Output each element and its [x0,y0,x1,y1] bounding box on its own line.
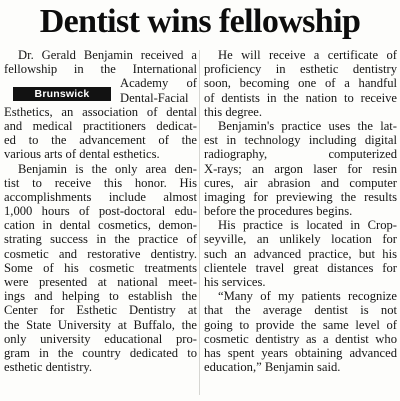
text-line: ings and helping to establish the [4,289,197,304]
text-line: Benjamin is the only area den- [18,161,197,176]
column-divider [199,50,200,395]
text-line: going to provide the same level of [204,317,397,332]
text-line: He will receive a certificate of [218,48,397,62]
text-line: has spent years obtaining advanced [204,345,397,360]
text-line: Esthetics, an association of dental [4,104,197,119]
text-line: His practice is located in Crop- [218,218,397,233]
text-line: esthetic dentistry. [4,360,93,375]
text-line: Dental-Facial [120,90,189,105]
text-line: radiography, computerized [204,147,397,162]
text-line: clientele travel great distances for [204,260,397,275]
text-line: X-rays; an argon laser for resin [204,161,397,176]
text-line: such an advanced practice, but his [204,246,397,261]
text-line: proficiency in esthetic dentistry [204,62,397,77]
headline: Dentist wins fellowship [39,3,361,40]
text-line: of dentists in the nation to receive [204,90,397,105]
text-line: only university educational pro- [4,331,197,346]
text-line: and medical practitioners dedicat- [4,118,197,133]
text-line: est in technology including digital [204,133,397,148]
text-line: accomplishments include almost [4,189,197,204]
text-line: gram in the country dedicated to [4,345,197,360]
text-line: ed to the advancement of the [4,133,197,148]
text-line: Academy of [120,76,197,91]
text-line: cosmetic dentistry as a dentist who [204,331,397,346]
text-line: 1,000 hours of post-doctoral edu- [4,204,197,219]
article-column-right [204,48,397,374]
text-line: “Many of my patients recognize [218,289,397,304]
text-line: seyville, an unlikely location for [204,232,397,247]
text-line: were presented at national meet- [4,275,197,289]
text-line: various arts of dental esthetics. [4,147,160,162]
text-line: education,” Benjamin said. [204,360,341,375]
text-line: fellowship in the International [4,62,197,77]
text-line: the State University at Buffalo, the [4,317,197,332]
text-line: cosmetic and restorative dentistry. [4,246,197,261]
text-line: this degree. [204,104,263,119]
dateline-badge: Brunswick [13,87,111,101]
text-line: before the procedures begins. [204,204,353,219]
text-line: Center for Esthetic Dentistry at [4,303,197,318]
text-line: strating success in the practice of [4,232,197,247]
text-line: cures, air abrasion and computer [204,175,397,190]
text-line: that the average dentist is not [204,303,397,318]
text-line: cation in dental cosmetics, demon- [4,218,197,233]
text-line: his services. [204,275,266,289]
text-line: tist to receive this honor. His [4,175,197,190]
text-line: Dr. Gerald Benjamin received a [18,48,197,62]
text-line: Benjamin's practice uses the lat- [218,118,397,133]
text-line: soon, becoming one of a handful [204,76,397,91]
text-line: imaging for previewing the results [204,189,397,204]
text-line: Some of his cosmetic treatments [4,260,197,275]
